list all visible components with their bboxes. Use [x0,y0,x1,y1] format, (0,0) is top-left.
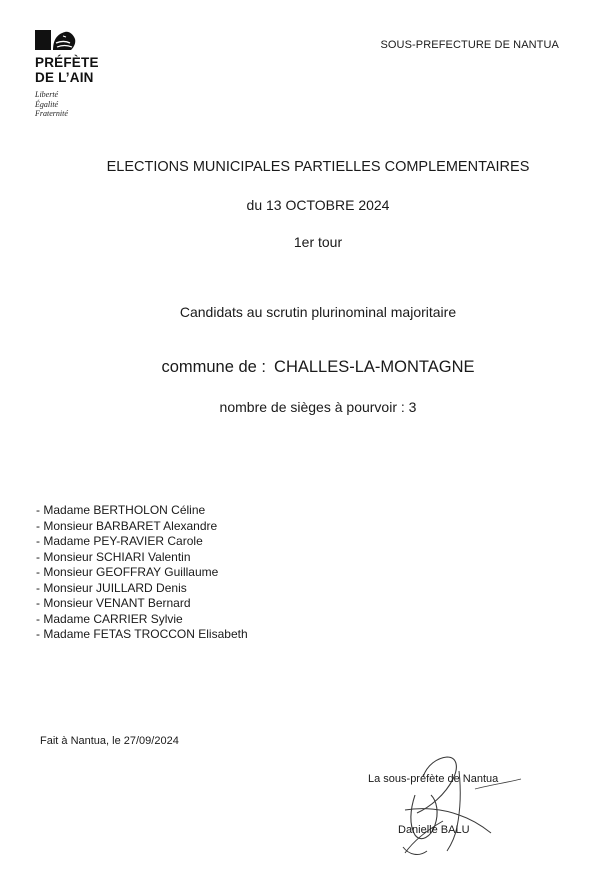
logo-title-line2: DE L’AIN [35,70,94,85]
list-item: - Madame BERTHOLON Céline [36,503,248,519]
signatory-title: La sous-préfète de Nantua [368,773,499,785]
logo-title [35,55,99,85]
motto-egalite: Égalité [35,99,59,109]
commune-name: CHALLES-LA-MONTAGNE [274,358,475,376]
list-item: - Madame PEY-RAVIER Carole [36,534,248,550]
place-and-date: Fait à Nantua, le 27/09/2024 [40,735,179,747]
motto-fraternite: Fraternité [35,109,68,118]
election-title: ELECTIONS MUNICIPALES PARTIELLES COMPLEMENTAIRES [106,159,530,175]
list-item: - Monsieur GEOFFRAY Guillaume [36,565,248,581]
signatory-name: Danielle BALU [398,824,470,836]
list-item: - Monsieur SCHIARI Valentin [36,550,248,566]
commune-label: commune de : [161,358,267,376]
prefecture-logo [35,30,99,119]
candidate-list [36,503,248,643]
republic-motto [35,90,99,119]
office-name: SOUS-PREFECTURE DE NANTUA [380,39,559,51]
logo-title-line1: PRÉFÈTE [35,55,99,70]
seats-count: nombre de sièges à pourvoir : 3 [219,399,417,415]
marianne-logo-icon [35,30,77,52]
list-item: - Monsieur BARBARET Alexandre [36,519,248,535]
handwritten-signature-icon [375,755,525,860]
list-item: - Madame FETAS TROCCON Elisabeth [36,627,248,643]
election-date: du 13 OCTOBRE 2024 [246,197,390,213]
election-round: 1er tour [293,234,343,250]
list-item: - Monsieur JUILLARD Denis [36,581,248,597]
motto-liberte: Liberté [35,90,59,99]
commune-line [18,358,600,377]
list-item: - Monsieur VENANT Bernard [36,596,248,612]
list-item: - Madame CARRIER Sylvie [36,612,248,628]
candidates-heading: Candidats au scrutin plurinominal majoritaire [179,304,457,320]
